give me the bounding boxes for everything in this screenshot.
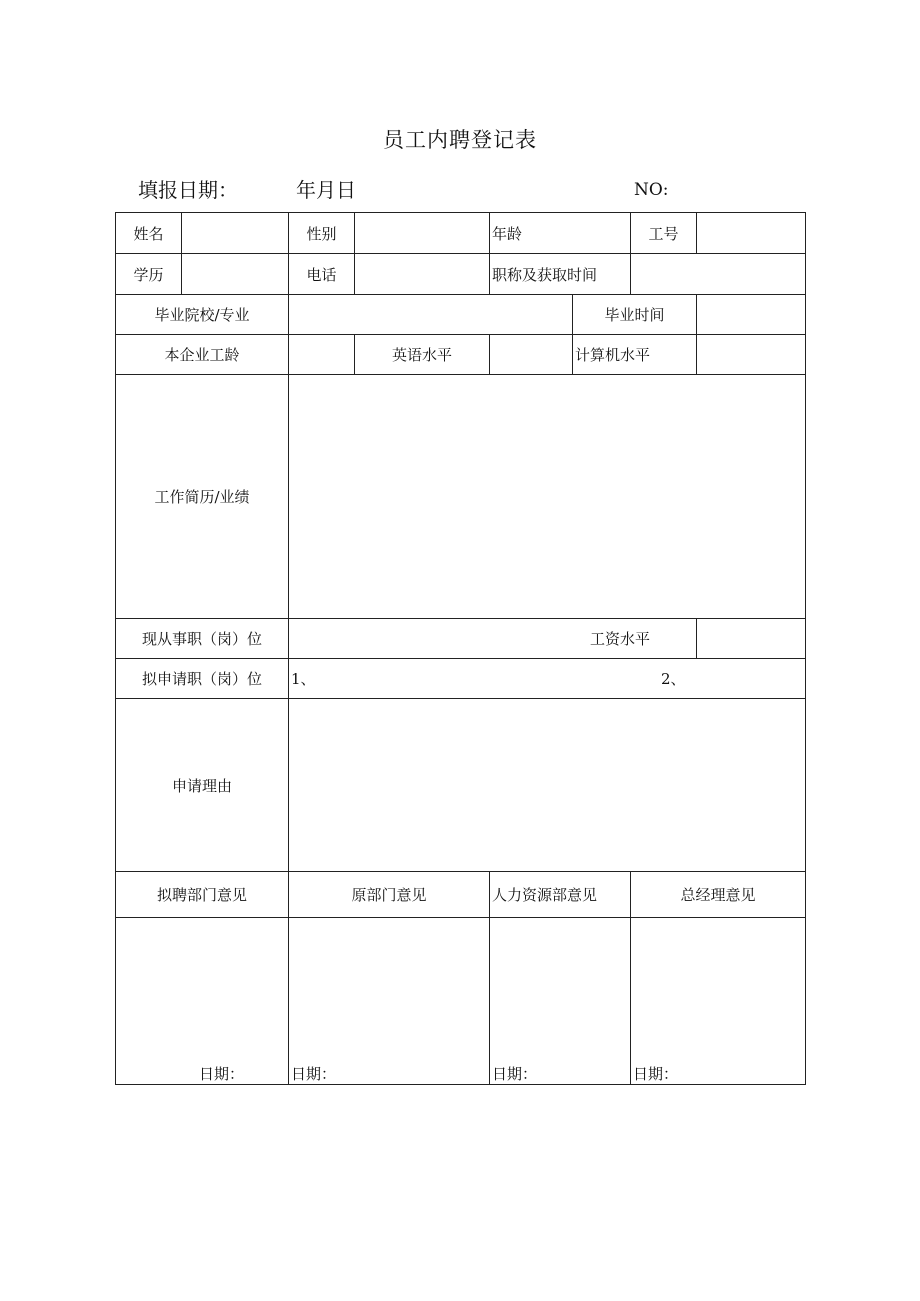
employee-id-field[interactable]	[697, 213, 805, 253]
name-label: 姓名	[133, 224, 164, 243]
grad-time-field[interactable]	[697, 295, 805, 334]
apply-option-2[interactable]: 2、	[661, 670, 686, 688]
current-position-label: 现从事职（岗）位	[141, 630, 262, 648]
fill-date-label: 填报日期：	[138, 178, 238, 202]
gm-opinion-label: 总经理意见	[680, 886, 756, 904]
school-major-field[interactable]	[289, 295, 572, 334]
apply-option-1[interactable]: 1、	[291, 670, 316, 688]
hiring-dept-opinion-label: 拟聘部门意见	[156, 886, 247, 904]
education-field[interactable]	[182, 254, 288, 294]
apply-position-label: 拟申请职（岗）位	[141, 670, 262, 688]
gender-label: 性别	[306, 224, 337, 243]
hiring-dept-date[interactable]: 日期：	[198, 1065, 244, 1083]
computer-field[interactable]	[697, 335, 805, 374]
phone-label: 电话	[306, 265, 337, 284]
computer-label: 计算机水平	[575, 346, 651, 364]
company-years-field[interactable]	[289, 335, 354, 374]
english-label: 英语水平	[391, 346, 452, 364]
name-field[interactable]	[182, 213, 288, 253]
title-time-field[interactable]	[631, 254, 805, 294]
reason-field[interactable]	[289, 699, 805, 871]
original-dept-date[interactable]: 日期：	[291, 1065, 337, 1083]
school-major-label: 毕业院校/专业	[154, 306, 250, 324]
gm-date[interactable]: 日期：	[633, 1065, 679, 1083]
salary-field[interactable]	[697, 619, 805, 658]
form-number-label: NO:	[634, 180, 669, 200]
hr-date[interactable]: 日期：	[492, 1065, 538, 1083]
work-history-label: 工作简历/业绩	[154, 488, 250, 506]
current-position-field[interactable]	[289, 619, 589, 658]
gender-field[interactable]	[355, 213, 489, 253]
education-label: 学历	[133, 265, 164, 284]
company-years-label: 本企业工龄	[164, 346, 240, 364]
hr-opinion-label: 人力资源部意见	[492, 886, 598, 904]
phone-field[interactable]	[355, 254, 489, 294]
english-field[interactable]	[490, 335, 572, 374]
form-title: 员工内聘登记表	[383, 128, 537, 152]
salary-label: 工资水平	[589, 630, 650, 648]
employee-id-label: 工号	[648, 224, 679, 243]
grad-time-label: 毕业时间	[604, 306, 665, 324]
reason-label: 申请理由	[171, 776, 232, 795]
title-time-label: 职称及获取时间	[492, 265, 598, 284]
fill-date-value[interactable]: 年月日	[296, 178, 356, 202]
work-history-field[interactable]	[289, 375, 805, 618]
original-dept-opinion-label: 原部门意见	[351, 886, 427, 904]
age-label: 年龄	[492, 224, 523, 243]
